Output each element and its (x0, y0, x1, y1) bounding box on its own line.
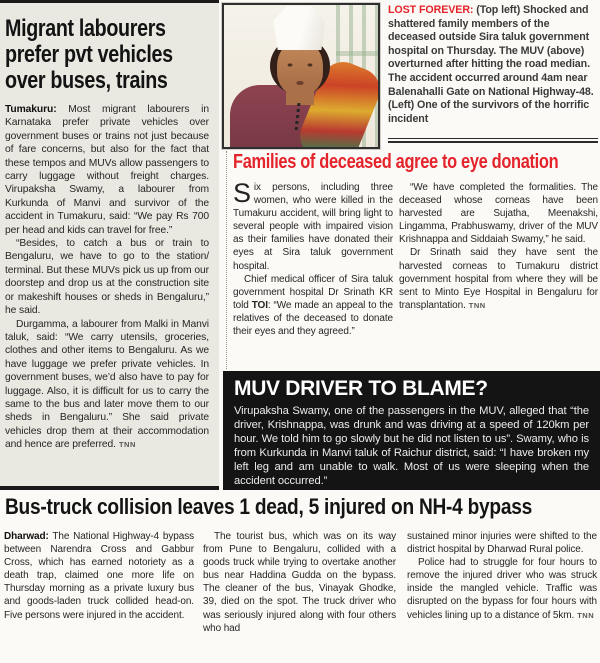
paragraph-text: ix persons, including three women, who were killed in the Tumakuru accident, will bring light to several people with impaired vision as their families have donated their eyes at Sira taluk government hospital. (233, 182, 393, 272)
caption-text: (Top left) Shocked and shattered family members of the deceased outside Sira taluk government hospital on Thursday. The MUV (above) overturned after hitting the road median. The accident occurred around 4am near Balenahalli Gate on National Highway-48. (Left) One of the survivors of the horrific incident (388, 4, 594, 125)
eye-donation-column-2 (399, 181, 598, 370)
muv-blame-box (223, 371, 600, 490)
paragraph-text: Chief medical officer of Sira taluk government hospital Dr Srinath KR told (233, 273, 393, 311)
paragraph-text: Most migrant labourers in Karnataka prefer private vehicles over government buses or trains not just because of fare concerns, but also for the fact that these tempos and MUVs allow passengers to carry luggage without freight charges. Virupaksha Swamy, a labourer from Kurkunda of Manvi and survivor of the accident in Tumakuru, said: “We pay Rs 700 per head and kids can travel for free.” (5, 104, 209, 236)
drop-cap: S (233, 181, 251, 208)
caption-divider-rule (388, 138, 598, 143)
paragraph (5, 103, 209, 237)
paragraph (5, 318, 209, 452)
agency-credit: TNN (577, 610, 595, 620)
eye-donation-headline: Families of deceased agree to eye donation (233, 151, 559, 173)
migrant-article-body (5, 103, 209, 452)
window-grille-bar (336, 51, 378, 56)
paragraph (407, 556, 597, 621)
muv-box-body: Virupaksha Swamy, one of the passengers in the MUV, alleged that “the driver, Krishnappa, was drunk and was driving at a speed of 120km per hour. We told him to go slowly but he did not listen to us”. Swamy, who is from Kurkunda in Manvi taluk of Raichur district, said: “I have broken my left leg and am unable to walk. Most of us were sleeping when the accident occurred.” (234, 405, 589, 487)
paragraph (4, 530, 194, 622)
paragraph (233, 181, 393, 273)
paragraph-text: Durgamma, a labourer from Malki in Manvi taluk, said: “We carry utensils, groceries, clothes and other items to Bengaluru. As we have luggage we prefer private vehicles. In government buses, we’d also have to pay for luggage. Also, it is difficult for us to carry the same to the bus and later move them to our sheds in Bengaluru.” She said private vehicles drop them at their accommodation and hence are preferred. (5, 318, 209, 451)
bus-truck-column-3 (407, 530, 597, 661)
dateline: Dharwad: (4, 531, 49, 542)
agency-credit: TNN (118, 440, 136, 450)
paragraph-text: The National Highway-4 bypass between Narendra Cross and Gabbur Cross, which has earned notoriety as a death trap, claimed one more life on Thursday morning as a private luxury bus and goods-laden truck collided head-on. Five persons were injured in the accident. (4, 531, 194, 621)
paragraph-text: : “We made an appeal to the relatives of the deceased to donate their eyes and they agreed.” (233, 299, 393, 338)
paragraph-text: Dr Srinath said they have sent the harvested corneas to Tumakuru district government hospital from where they will be sent to Minto Eye Hospital in Bengaluru for transplantation. (399, 247, 598, 311)
migrant-labourers-article (0, 0, 219, 490)
head-bandage (271, 6, 327, 50)
paragraph (399, 246, 598, 311)
paragraph: The tourist bus, which was on its way from Pune to Bengaluru, collided with a goods truck while trying to overtake another bus near Haddina Gudda on the bypass. The cleaner of the bus, Vinayak Ghodke, 39, died on the spot. The truck driver who was seriously injured along with four others who had (203, 531, 396, 634)
paragraph-text: Police had to struggle for four hours to remove the injured driver who was struck inside the mangled vehicle. Traffic was disrupted on the bypass for four hours with vehicles lining up to a distance of 5km. (407, 557, 597, 621)
paragraph: sustained minor injuries were shifted to the district hospital by Dharwad Rural police. (407, 531, 597, 556)
muv-box-title: MUV DRIVER TO BLAME? (234, 377, 488, 400)
bus-truck-headline: Bus-truck collision leaves 1 dead, 5 injured on NH-4 bypass (5, 494, 532, 519)
paragraph: “We have completed the formalities. The deceased whose corneas have been harvested are Sujatha, Meenakshi, Lingamma, Prabhuswamy, driver of the MUV Krishnappa and Siddaiah Swamy,” he said. (399, 182, 598, 246)
survivor-photo (222, 3, 380, 149)
dateline: Tumakuru: (5, 104, 57, 115)
column-separator (226, 151, 227, 369)
paragraph (233, 273, 393, 338)
agency-credit: TNN (468, 300, 486, 310)
migrant-article-headline: Migrant labourers prefer pvt vehicles over buses, trains (5, 15, 173, 94)
photo-caption (388, 4, 598, 136)
bus-truck-column-1 (4, 530, 194, 661)
publication-name: TOI (251, 299, 268, 311)
caption-kicker: LOST FOREVER: (388, 4, 474, 16)
eye-donation-column-1 (233, 181, 393, 370)
paragraph: “Besides, to catch a bus or train to Bengaluru, we have to go to the station/ terminal. But these MUVs pick us up from our doorstep and drop us at the construction site or makeshift houses or sheds in Bengaluru,” he said. (5, 238, 209, 317)
bus-truck-column-2 (203, 530, 396, 661)
